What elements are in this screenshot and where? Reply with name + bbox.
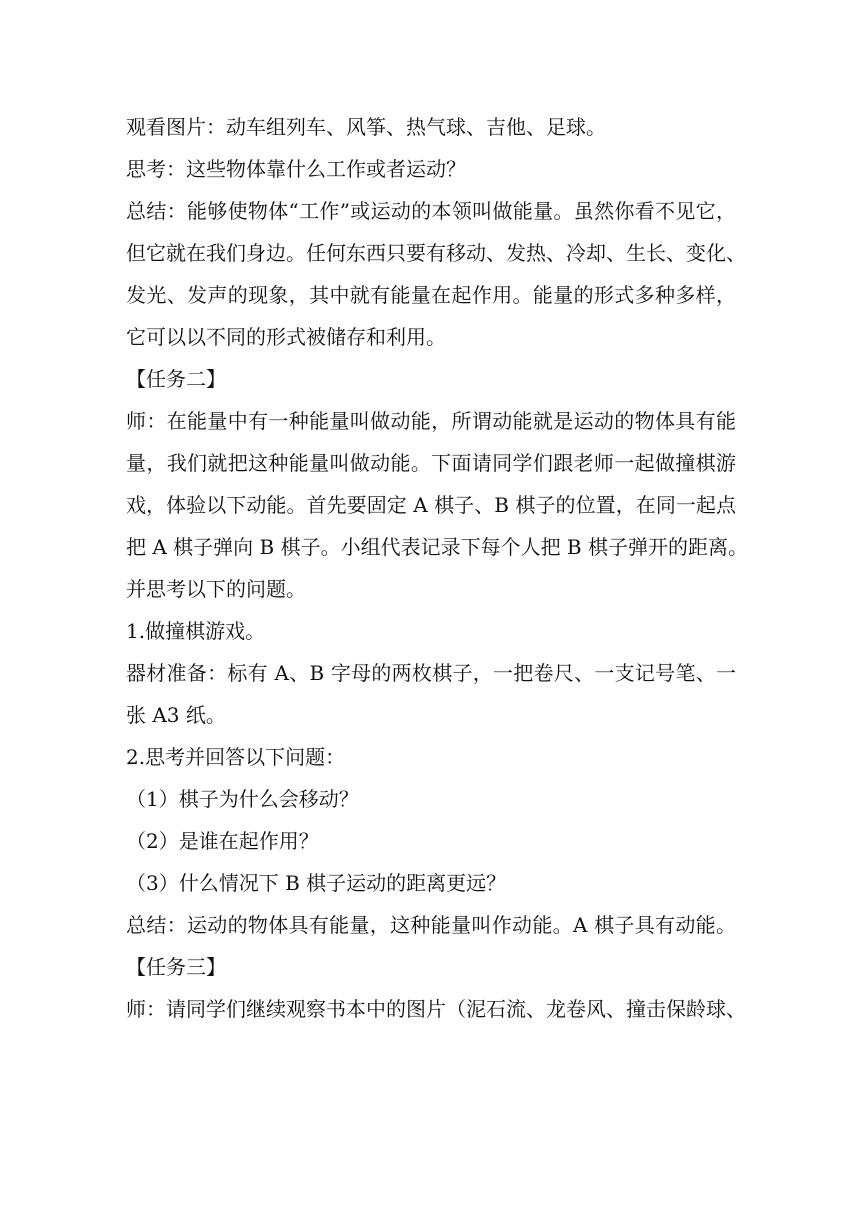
paragraph-line: 观看图片：动车组列车、风筝、热气球、吉他、足球。: [126, 115, 606, 139]
paragraph-line: 但它就在我们身边。任何东西只要有移动、发热、冷却、生长、变化、: [126, 241, 746, 265]
paragraph-line: 师：在能量中有一种能量叫做动能，所谓动能就是运动的物体具有能: [126, 409, 736, 433]
list-item: 2.思考并回答以下问题：: [126, 745, 346, 769]
paragraph-line: 总结：能够使物体“工作”或运动的本领叫做能量。虽然你看不见它，: [126, 199, 736, 223]
question-item: （1）棋子为什么会移动？: [126, 787, 359, 811]
paragraph-line: 并思考以下的问题。: [126, 577, 306, 601]
paragraph-line: 总结：运动的物体具有能量，这种能量叫作动能。A 棋子具有动能。: [126, 913, 736, 937]
section-heading-task-two: 【任务二】: [126, 367, 226, 391]
question-item: （3）什么情况下 B 棋子运动的距离更远？: [126, 871, 507, 895]
section-heading-task-three: 【任务三】: [126, 955, 226, 979]
document-body: [126, 106, 748, 1030]
list-item: 1.做撞棋游戏。: [126, 619, 266, 643]
question-item: （2）是谁在起作用？: [126, 829, 319, 853]
paragraph-line: 把 A 棋子弹向 B 棋子。小组代表记录下每个人把 B 棋子弹开的距离。: [126, 535, 748, 559]
paragraph-line: 戏，体验以下动能。首先要固定 A 棋子、B 棋子的位置，在同一起点: [126, 493, 736, 517]
paragraph-line: 张 A3 纸。: [126, 703, 226, 727]
paragraph-line: 发光、发声的现象，其中就有能量在起作用。能量的形式多种多样，: [126, 283, 736, 307]
paragraph-line: 器材准备：标有 A、B 字母的两枚棋子，一把卷尺、一支记号笔、一: [126, 661, 736, 685]
paragraph-line: 思考：这些物体靠什么工作或者运动？: [126, 157, 466, 181]
paragraph-line: 量，我们就把这种能量叫做动能。下面请同学们跟老师一起做撞棋游: [126, 451, 736, 475]
paragraph-line: 它可以以不同的形式被储存和利用。: [126, 325, 446, 349]
paragraph-line: 师：请同学们继续观察书本中的图片（泥石流、龙卷风、撞击保龄球、: [126, 997, 746, 1021]
